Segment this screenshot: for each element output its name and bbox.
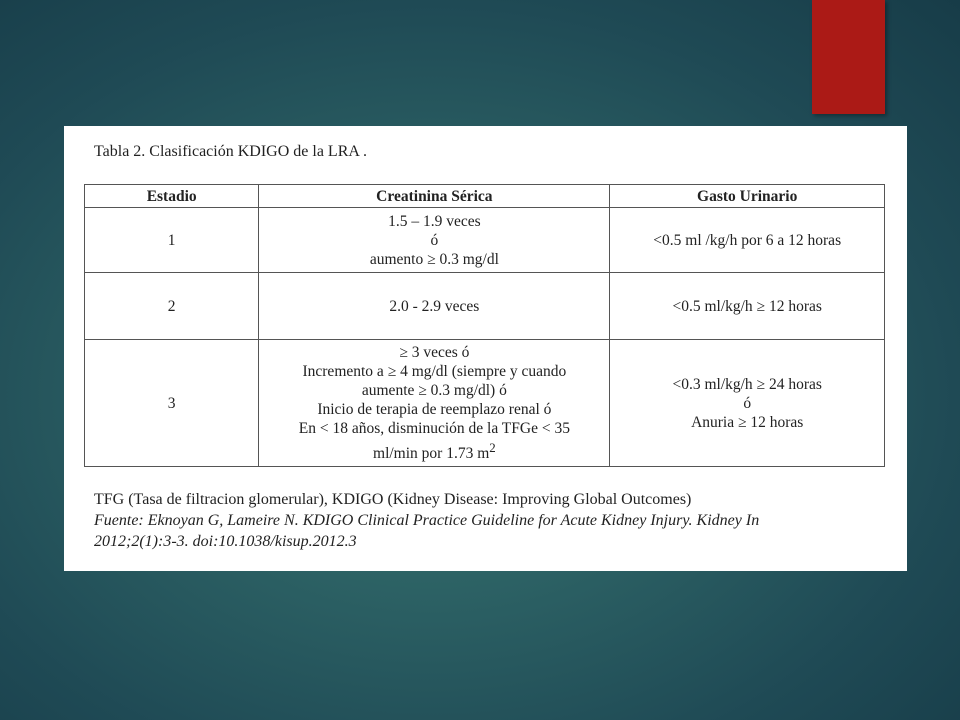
urine-cell [610, 273, 885, 340]
cell-line: aumente ≥ 0.3 mg/dl) ó [361, 381, 507, 399]
urine-cell [610, 208, 885, 273]
cell-line: Anuria ≥ 12 horas [691, 413, 804, 431]
table-header-row [85, 185, 885, 208]
stage-cell: 2 [85, 273, 259, 340]
cell-line: ó [743, 394, 752, 412]
cell-line: <0.5 ml /kg/h por 6 a 12 horas [653, 231, 842, 249]
table-caption: Tabla 2. Clasificación KDIGO de la LRA . [94, 143, 368, 160]
cell-line: En < 18 años, disminución de la TFGe < 35 [298, 419, 570, 437]
cell-line: Incremento a ≥ 4 mg/dl (siempre y cuando [302, 362, 567, 380]
stage-cell: 3 [85, 340, 259, 467]
cell-line: 2.0 - 2.9 veces [389, 297, 480, 315]
footnote [94, 489, 759, 552]
table-row [85, 340, 885, 467]
creatinine-cell [259, 340, 610, 467]
cell-line: <0.5 ml/kg/h ≥ 12 horas [672, 297, 822, 315]
header-stage: Estadio [85, 185, 259, 208]
cell-line: 1.5 – 1.9 veces [388, 212, 481, 230]
creatinine-cell [259, 208, 610, 273]
cell-line-text: ml/min por 1.73 m [373, 445, 490, 463]
cell-line: ó [430, 231, 439, 249]
stage-cell: 1 [85, 208, 259, 273]
source-line: Fuente: Eknoyan G, Lameire N. KDIGO Clinical Practice Guideline for Acute Kidney Injury. Kidney In [94, 512, 760, 529]
kdigo-table [84, 184, 885, 467]
creatinine-cell [259, 273, 610, 340]
cell-line: <0.3 ml/kg/h ≥ 24 horas [672, 375, 822, 393]
cell-line: Inicio de terapia de reemplazo renal ó [317, 400, 552, 418]
cell-line [265, 438, 603, 463]
table-row [85, 208, 885, 273]
document-image [64, 126, 907, 571]
cell-line: ≥ 3 veces ó [399, 343, 470, 361]
superscript: 2 [489, 439, 496, 455]
source-line: 2012;2(1):3-3. doi:10.1038/kisup.2012.3 [94, 533, 357, 550]
cell-line: aumento ≥ 0.3 mg/dl [369, 250, 499, 268]
accent-tab [812, 0, 885, 114]
table-row [85, 273, 885, 340]
header-urine: Gasto Urinario [610, 185, 885, 208]
header-creatinine: Creatinina Sérica [259, 185, 610, 208]
urine-cell [610, 340, 885, 467]
abbreviations-note: TFG (Tasa de filtracion glomerular), KDIGO (Kidney Disease: Improving Global Outcomes) [94, 491, 692, 508]
